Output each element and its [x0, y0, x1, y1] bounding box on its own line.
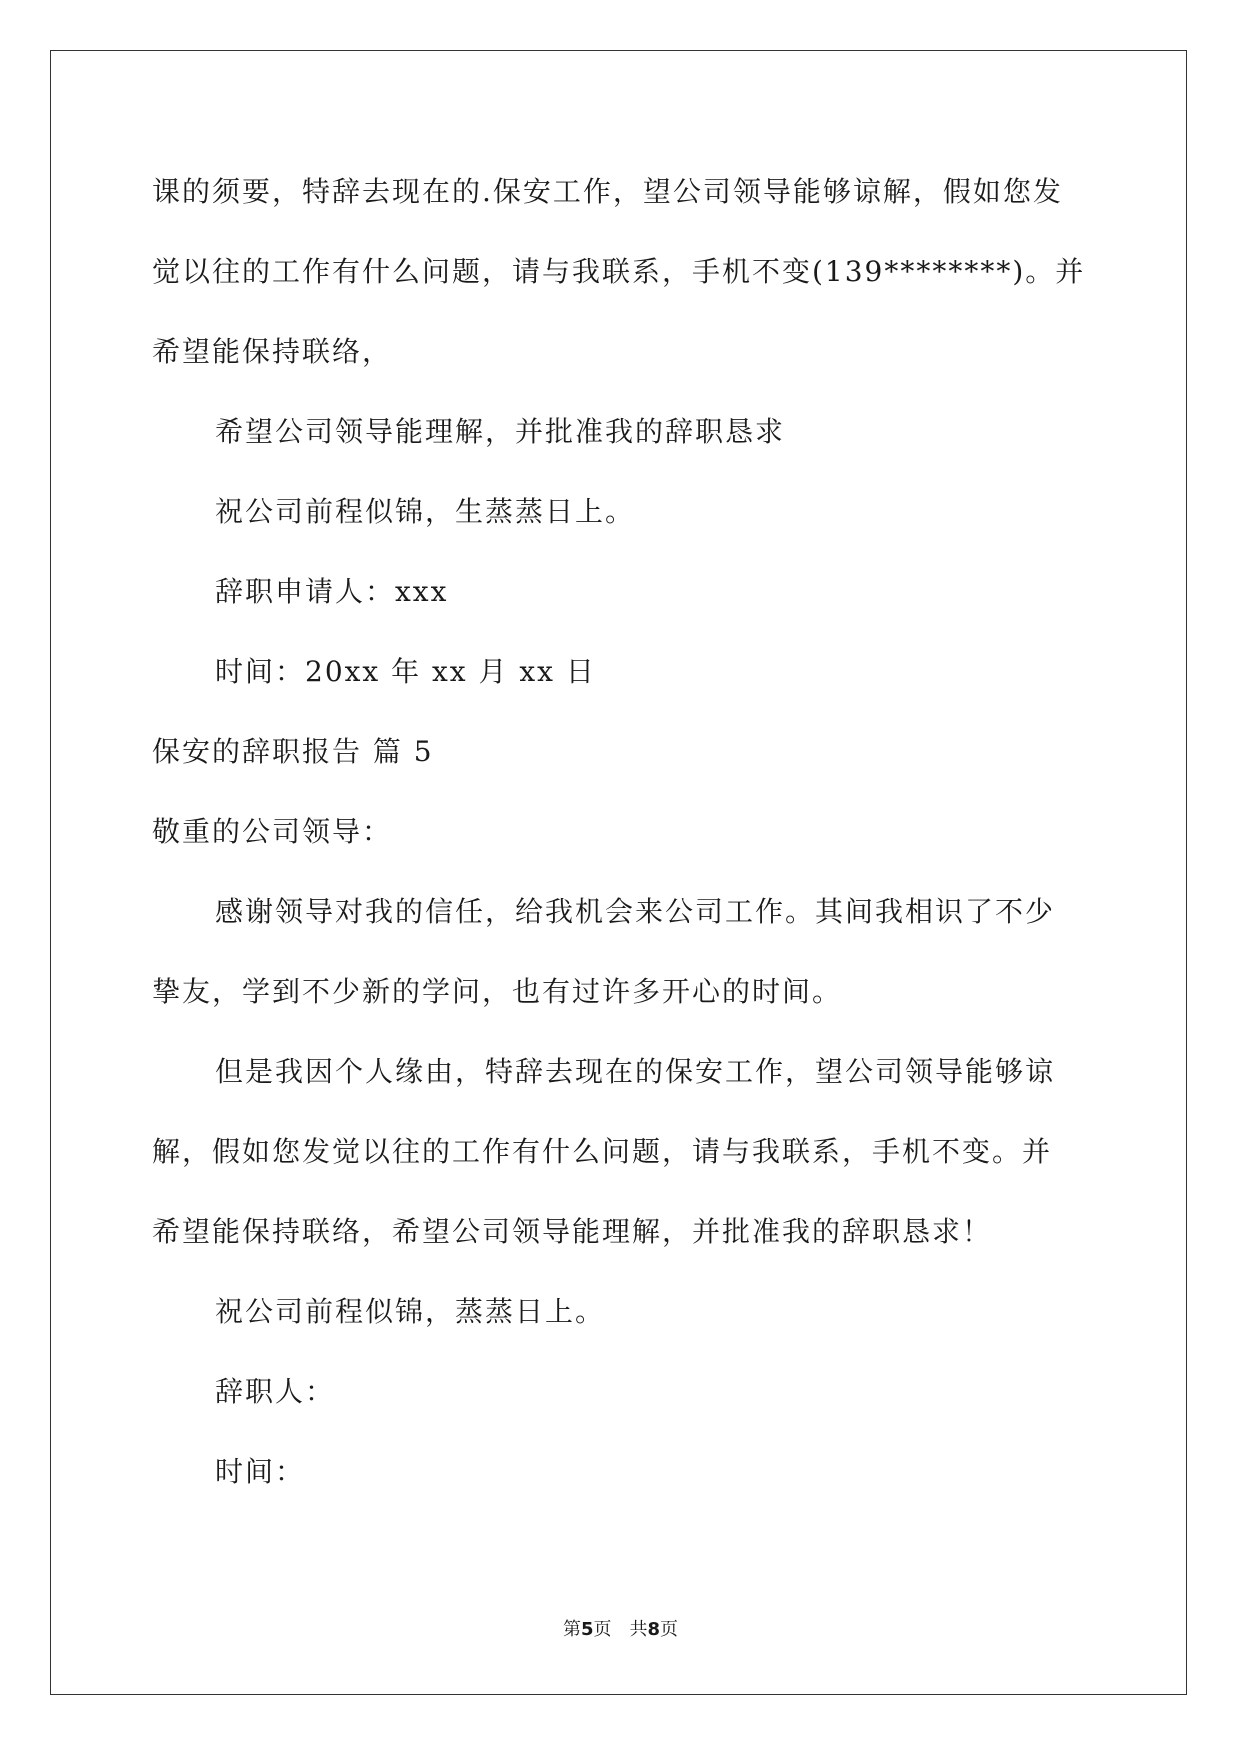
- body-line: 但是我因个人缘由，特辞去现在的保安工作，望公司领导能够谅: [215, 1055, 1056, 1088]
- body-line: 祝公司前程似锦，蒸蒸日上。: [215, 1295, 606, 1328]
- body-line: 感谢领导对我的信任，给我机会来公司工作。其间我相识了不少: [215, 895, 1056, 928]
- body-line: 觉以往的工作有什么问题，请与我联系，手机不变(139********)。并: [152, 255, 1086, 288]
- signature-time: 时间：: [215, 1455, 306, 1488]
- page-label-mid: 页 共: [593, 1619, 648, 1640]
- signature-applicant: 辞职申请人：xxx: [215, 575, 449, 608]
- salutation: 敬重的公司领导：: [152, 815, 393, 848]
- page-label-suffix: 页: [660, 1619, 679, 1640]
- section-heading: 保安的辞职报告 篇 5: [152, 735, 434, 768]
- body-line: 祝公司前程似锦，生蒸蒸日上。: [215, 495, 636, 528]
- page-number-footer: [0, 1618, 1241, 1642]
- page-current: 5: [580, 1619, 594, 1640]
- signature-date: 时间：20xx 年 xx 月 xx 日: [215, 655, 596, 688]
- signature-name: 辞职人：: [215, 1375, 336, 1408]
- body-line: 希望能保持联络，: [152, 335, 393, 368]
- page-frame: [50, 50, 1187, 1695]
- body-line: 解，假如您发觉以往的工作有什么问题，请与我联系，手机不变。并: [152, 1135, 1053, 1168]
- body-line: 课的须要，特辞去现在的.保安工作，望公司领导能够谅解，假如您发: [152, 175, 1063, 208]
- body-line: 希望公司领导能理解，并批准我的辞职恳求: [215, 415, 786, 448]
- body-line: 希望能保持联络，希望公司领导能理解，并批准我的辞职恳求！: [152, 1215, 993, 1248]
- page-label-prefix: 第: [562, 1619, 581, 1640]
- page-total: 8: [647, 1619, 661, 1640]
- body-line: 挚友，学到不少新的学问，也有过许多开心的时间。: [152, 975, 843, 1008]
